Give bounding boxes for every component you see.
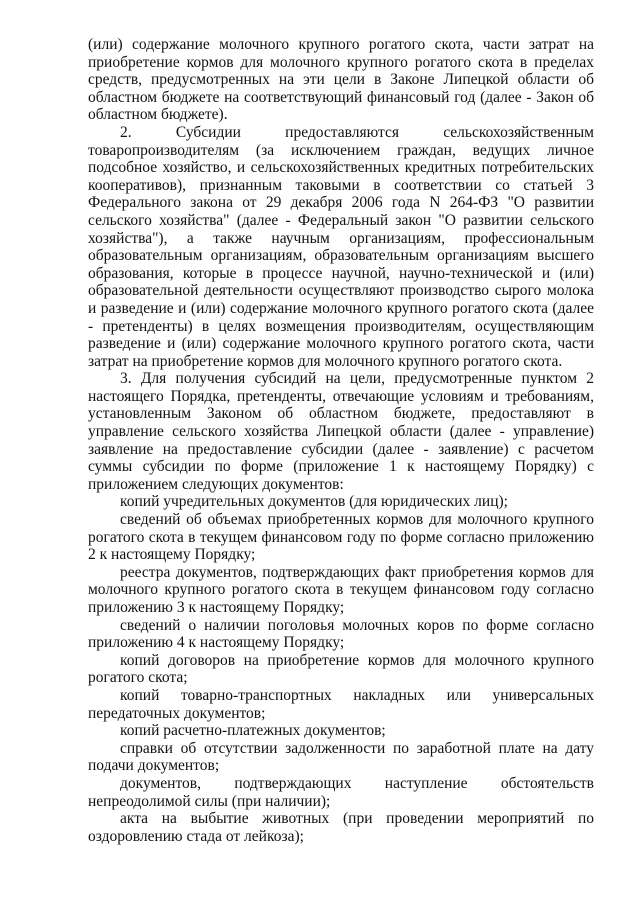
- list-item-waybills: копий товарно-транспортных накладных или универсальных передаточных документов;: [88, 686, 594, 722]
- list-item-cow-livestock-info: сведений о наличии поголовья молочных коров по форме согласно приложению 4 к настоящему Порядку;: [88, 616, 594, 652]
- document-page: [88, 36, 594, 845]
- list-item-animal-disposal-act: акта на выбытие животных (при проведении мероприятий по оздоровлению стада от лейкоза);: [88, 810, 594, 845]
- paragraph-item-2: 2. Субсидии предоставляются сельскохозяйственным товаропроизводителям (за исключением граждан, ведущих личное подсобное хозяйство, и сельскохозяйственных кредитных потребительских кооперативов), признанным таковыми в соответствии со статьей 3 Федерального закона от 29 декабря 2006 года N 264-ФЗ "О развитии сельского хозяйства" (далее - Федеральный закон "О развитии сельского хозяйства"), а также научным организациям, профессиональным образовательным организациям, образовательным организациям высшего образования, которые в процессе научной, научно-технической и (или) образовательной деятельности осуществляют производство сырого молока и разведение и (или) содержание молочного крупного рогатого скота (далее - претенденты) в целях возмещения производителям, осуществляющим разведение и (или) содержание молочного крупного рогатого скота, части затрат на приобретение кормов для молочного крупного рогатого скота.: [88, 123, 594, 370]
- list-item-feed-purchase-registry: реестра документов, подтверждающих факт приобретения кормов для молочного крупного рогатого скота в текущем финансовом году согласно приложению 3 к настоящему Порядку;: [88, 563, 594, 616]
- paragraph-item-3: 3. Для получения субсидий на цели, предусмотренные пунктом 2 настоящего Порядка, претенденты, отвечающие условиям и требованиям, установленным Законом об областном бюджете, предоставляют в управление сельского хозяйства Липецкой области (далее - управление) заявление на предоставление субсидии (далее - заявление) с расчетом суммы субсидии по форме (приложение 1 к настоящему Порядку) с приложением следующих документов:: [88, 370, 594, 493]
- list-item-feed-volume-info: сведений об объемах приобретенных кормов для молочного крупного рогатого скота в текущем финансовом году по форме согласно приложению 2 к настоящему Порядку;: [88, 511, 594, 564]
- list-item-founding-documents: копий учредительных документов (для юридических лиц);: [120, 493, 508, 511]
- list-item-wage-arrears-certificate: справки об отсутствии задолженности по заработной плате на дату подачи документов;: [88, 739, 594, 775]
- list-item-feed-contracts: копий договоров на приобретение кормов для молочного крупного рогатого скота;: [88, 651, 594, 687]
- paragraph-intro-continuation: (или) содержание молочного крупного рогатого скота, части затрат на приобретение кормов для молочного крупного рогатого скота в пределах средств, предусмотренных на эти цели в Законе Липецкой области об областном бюджете на соответствующий финансовый год (далее - Закон об областном бюджете).: [88, 36, 594, 124]
- list-item-force-majeure-documents: документов, подтверждающих наступление обстоятельств непреодолимой силы (при наличии);: [88, 774, 594, 810]
- list-item-payment-documents: копий расчетно-платежных документов;: [120, 722, 386, 740]
